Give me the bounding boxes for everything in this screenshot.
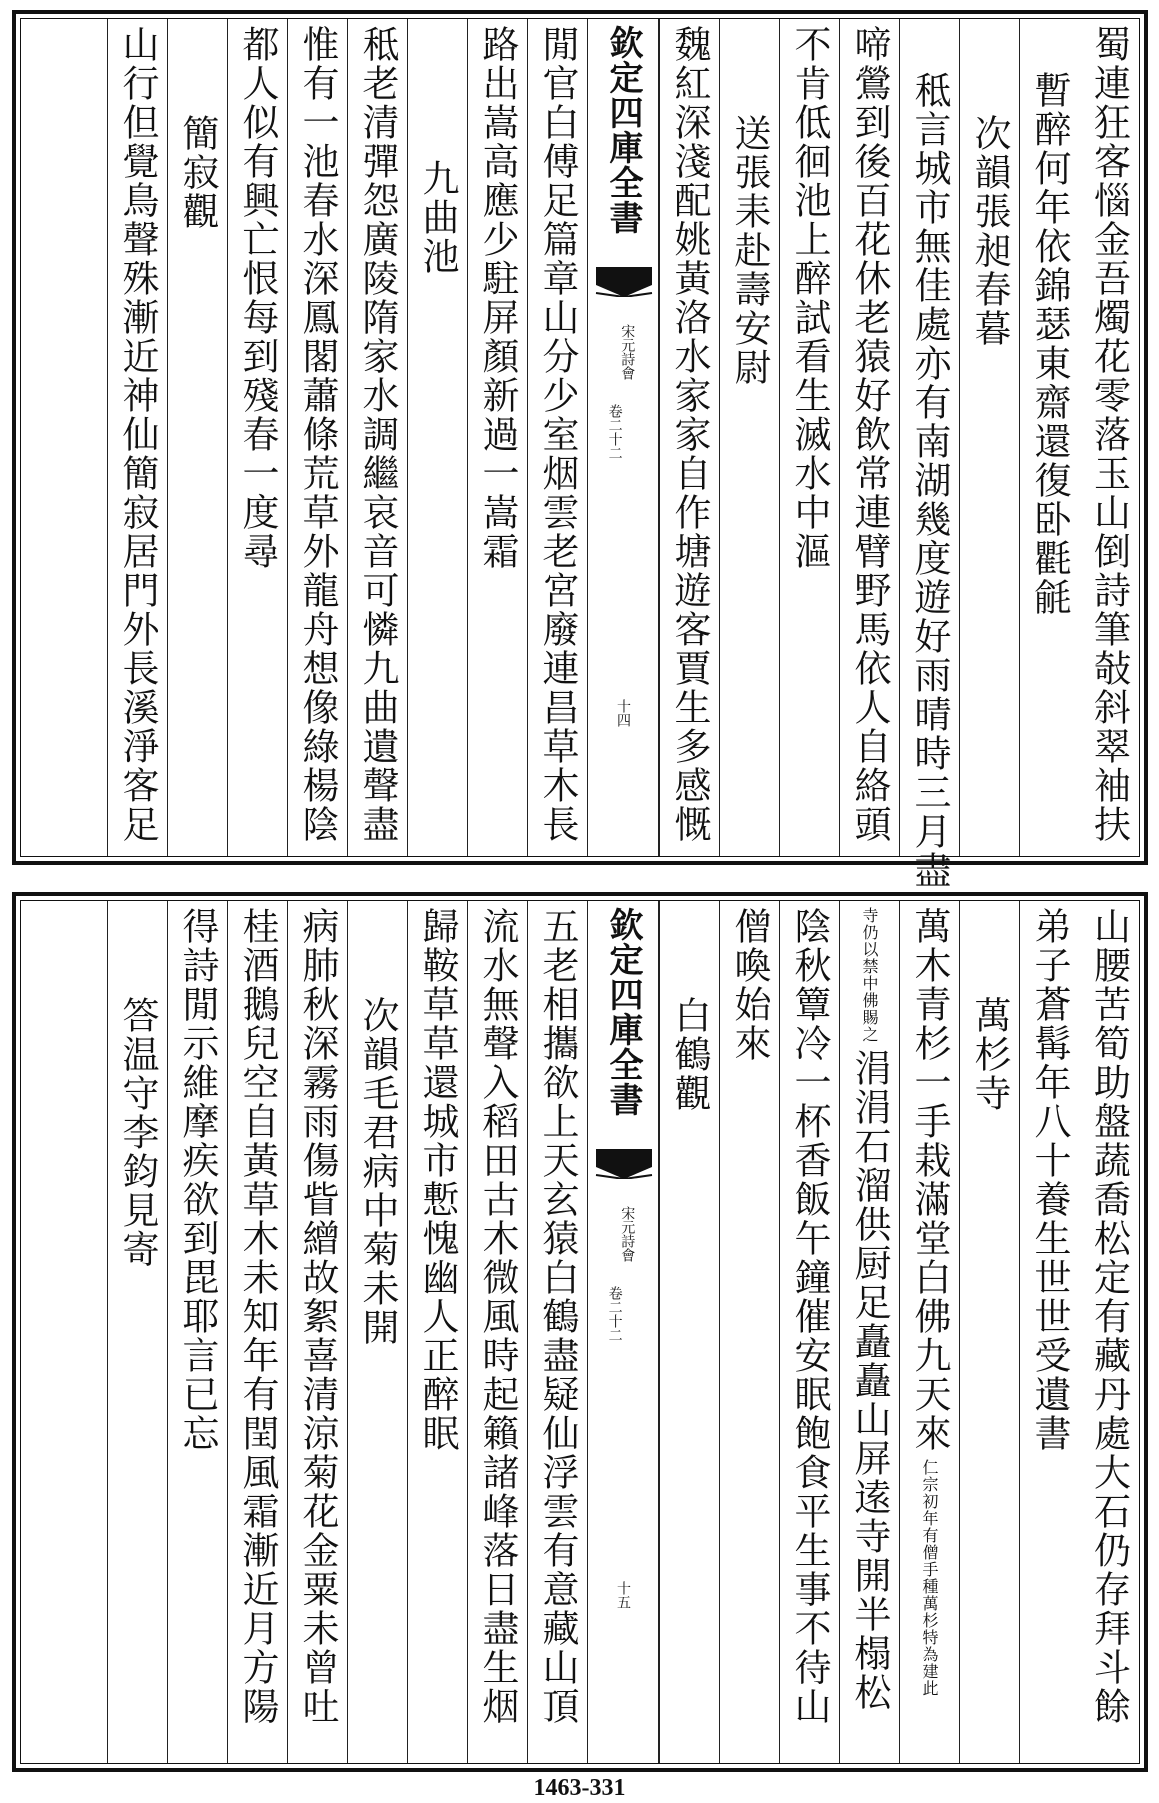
poem-line: 秪言城市無佳處亦有南湖幾度遊好雨晴時三月盡 <box>908 71 951 890</box>
text-column <box>899 19 959 890</box>
poem-line: 陰秋簟冷一杯香飯午鐘催安眠飽食平生事不待山 <box>788 907 831 1726</box>
text-column <box>467 901 527 1763</box>
poem-line: 山腰苦筍助盤蔬喬松定有藏丹處大石仍存拜斗餘 <box>1087 907 1131 1726</box>
text-column <box>407 901 467 1763</box>
poem-line: 山行但覺鳥聲殊漸近神仙簡寂居門外長溪淨客足 <box>116 25 159 844</box>
folio-number: 十四 <box>615 699 631 727</box>
text-column <box>959 19 1019 856</box>
top-page-frame <box>12 10 1148 890</box>
text-column <box>287 901 347 1763</box>
text-column <box>287 19 347 856</box>
poem-line: 暫醉何年依錦瑟東齋還復卧氍毹 <box>1028 71 1071 617</box>
volume-number: 卷二十二 <box>606 1286 623 1342</box>
poem-line-text: 涓涓石溜供厨足矗矗山屏逺寺開半榻松 <box>848 1049 891 1712</box>
poem-title: 答温守李鈞見寄 <box>116 996 159 1269</box>
text-column <box>527 901 587 1763</box>
poem-title: 次韻毛君病中菊未開 <box>356 996 399 1347</box>
text-column <box>347 19 407 856</box>
text-column <box>407 19 467 856</box>
poem-title: 九曲池 <box>416 159 459 276</box>
text-column <box>659 19 719 856</box>
text-column <box>467 19 527 856</box>
poem-line: 蜀連狂客惱金吾燭花零落玉山倒詩筆敧斜翠袖扶 <box>1087 25 1131 844</box>
volume-number: 卷二十二 <box>606 404 623 460</box>
poem-title: 次韻張昶春暮 <box>968 114 1011 348</box>
book-name: 宋元詩會 <box>619 1206 636 1262</box>
text-column <box>959 901 1019 1763</box>
text-column <box>719 901 779 1763</box>
text-column <box>1079 19 1139 856</box>
text-column <box>1019 19 1079 856</box>
poem-line: 秪老清彈怨廣陵隋家水調繼哀音可憐九曲遺聲盡 <box>356 25 399 844</box>
annotation-note: 仁宗初年有僧手種萬杉特為建此 <box>920 1459 939 1697</box>
poem-line: 閒官白傅足篇章山分少室烟雲老宮廢連昌草木長 <box>536 25 579 844</box>
text-column <box>527 19 587 856</box>
poem-line: 路出嵩高應少駐屏顏新過一嵩霜 <box>476 25 519 571</box>
text-column <box>167 901 227 1763</box>
center-fold-column <box>587 19 659 856</box>
page-number: 1463-331 <box>533 1775 626 1801</box>
poem-line: 不肯低徊池上醉試看生滅水中漚 <box>788 25 831 571</box>
poem-line: 歸鞍草草還城市慙愧幽人正醉眠 <box>416 907 459 1453</box>
poem-title: 簡寂觀 <box>176 114 219 231</box>
poem-line: 都人似有興亡恨每到殘春一度尋 <box>236 25 279 571</box>
poem-line: 啼鶯到後百花休老猿好飲常連臂野馬依人自絡頭 <box>848 25 891 844</box>
fishtail-mark-icon <box>588 1149 660 1179</box>
text-column <box>899 901 959 1763</box>
text-column <box>1019 901 1079 1763</box>
text-column <box>227 901 287 1763</box>
poem-line-text: 萬木青杉一手栽滿堂白佛九天來 <box>908 907 951 1453</box>
folio-number: 十五 <box>615 1581 631 1609</box>
poem-title: 萬杉寺 <box>968 996 1011 1113</box>
annotation-note: 寺仍以禁中佛賜之 <box>860 907 879 1043</box>
collection-title: 欽定四庫全書 <box>603 25 643 235</box>
text-column <box>347 901 407 1763</box>
text-column <box>779 19 839 856</box>
poem-line: 五老相攜欲上天玄猿白鶴盡疑仙浮雲有意藏山頂 <box>536 907 579 1726</box>
text-column <box>719 19 779 856</box>
collection-title: 欽定四庫全書 <box>603 907 643 1117</box>
poem-line <box>848 907 891 1712</box>
poem-line <box>908 907 951 1697</box>
text-column <box>107 19 167 856</box>
top-page-inner-border <box>20 18 1140 890</box>
text-column <box>1079 901 1139 1763</box>
poem-line: 惟有一池春水深鳳閣蕭條荒草外龍舟想像綠楊陰 <box>296 25 339 844</box>
center-fold-column <box>587 901 659 1763</box>
text-column <box>779 901 839 1763</box>
poem-line: 病肺秋深霧雨傷眥繒故絮喜清涼菊花金粟未曾吐 <box>296 907 339 1726</box>
text-column <box>167 19 227 856</box>
bottom-page-frame <box>12 892 1148 1772</box>
text-column <box>839 19 899 856</box>
poem-line: 流水無聲入稻田古木微風時起籟諸峰落日盡生烟 <box>476 907 519 1726</box>
poem-line: 僧喚始來 <box>728 907 771 1063</box>
poem-line: 桂酒鵝兒空自黃草木未知年有閏風霜漸近月方陽 <box>236 907 279 1726</box>
bottom-page-inner-border <box>20 900 1140 1764</box>
poem-line: 弟子蒼髯年八十養生世世受遺書 <box>1028 907 1071 1453</box>
text-column <box>227 19 287 856</box>
poem-title: 送張耒赴壽安尉 <box>728 114 771 387</box>
book-name: 宋元詩會 <box>619 324 636 380</box>
poem-line: 得詩閒示維摩疾欲到毘耶言已忘 <box>176 907 219 1453</box>
text-column <box>839 901 899 1763</box>
fishtail-mark-icon <box>588 267 660 297</box>
text-column <box>659 901 719 1763</box>
poem-title: 白鶴觀 <box>668 996 711 1113</box>
text-column <box>107 901 167 1763</box>
poem-line: 魏紅深淺配姚黃洛水家家自作塘遊客賈生多感慨 <box>668 25 711 844</box>
